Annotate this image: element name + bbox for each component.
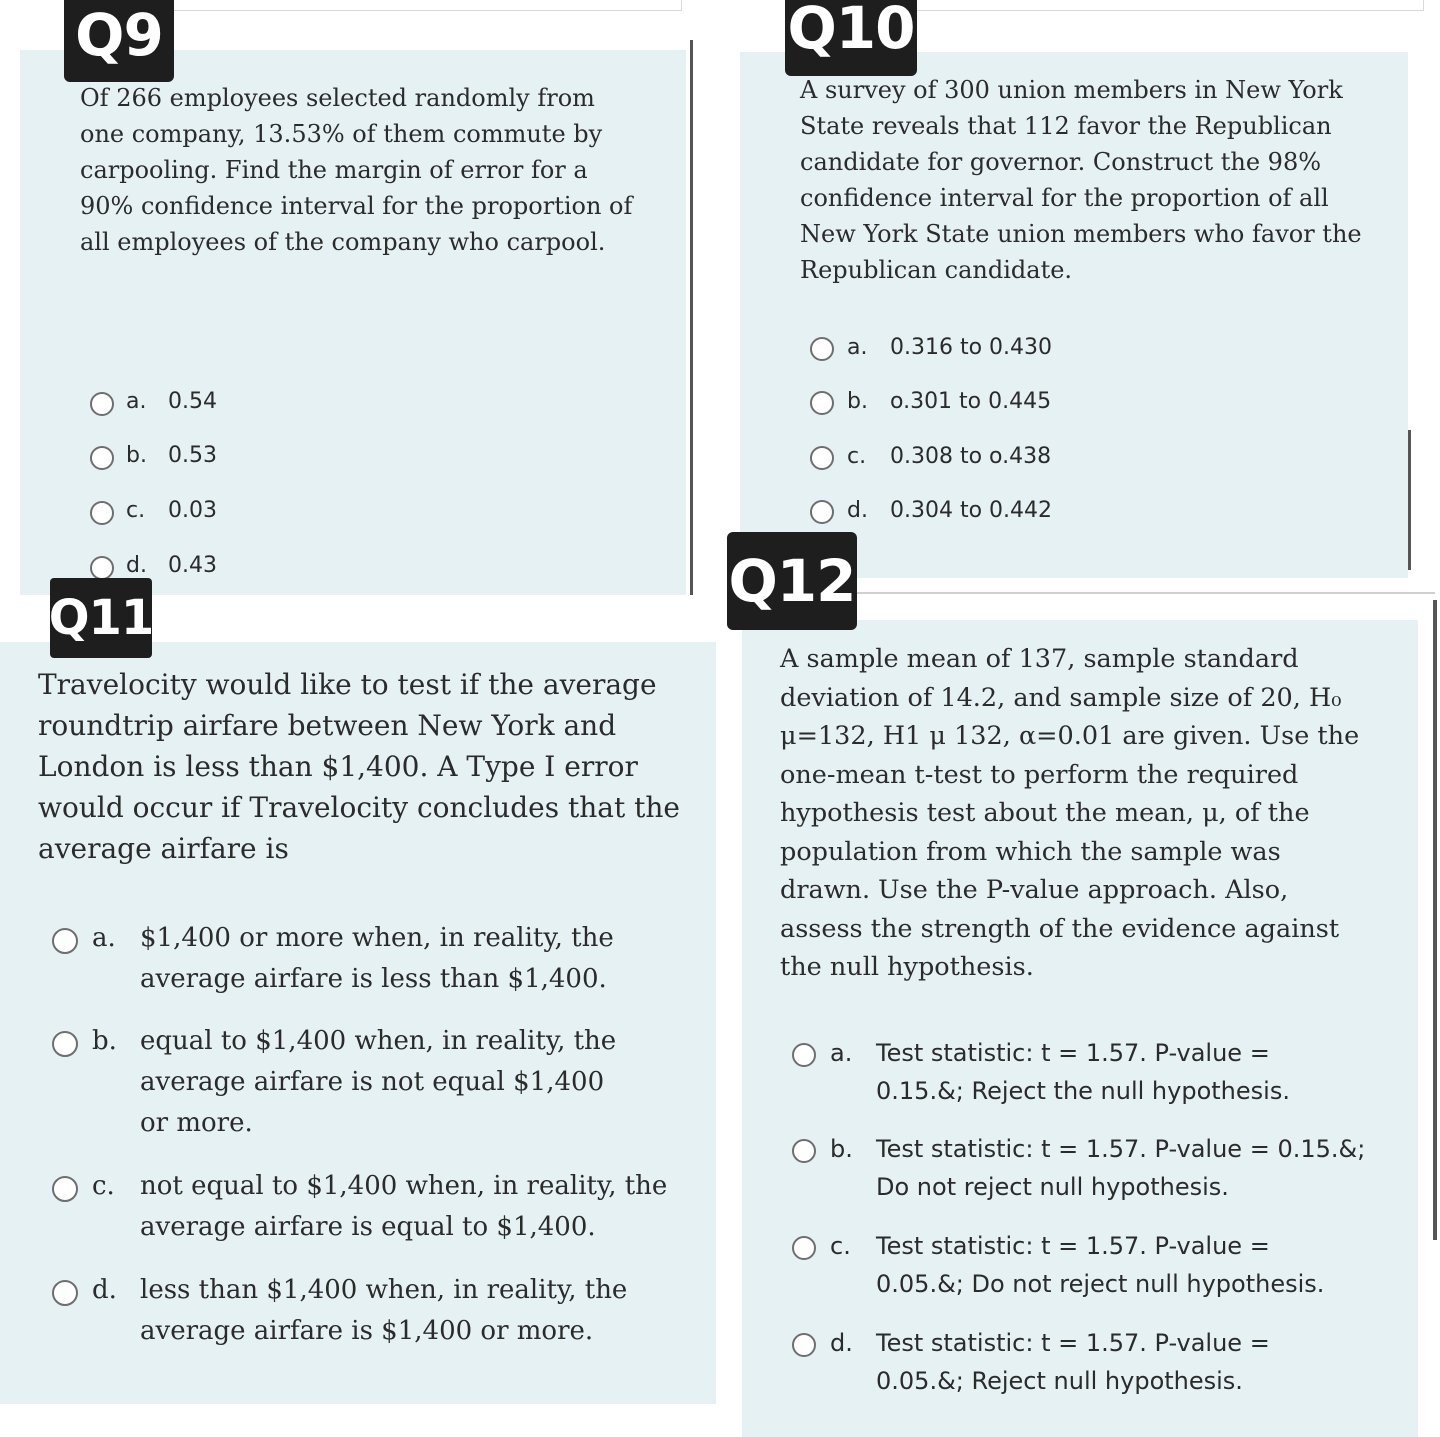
radio-icon[interactable]	[810, 500, 834, 524]
q11-option-b-letter: b.	[92, 1026, 117, 1056]
q11-option-d[interactable]	[52, 1270, 640, 1352]
q9-option-c-letter: c.	[126, 498, 146, 523]
q10-option-a-text: 0.316 to 0.430	[890, 335, 1053, 360]
q9-option-a-letter: a.	[126, 389, 147, 414]
q12-top-frame	[855, 592, 1435, 594]
q10-option-d[interactable]	[810, 495, 1052, 527]
radio-icon[interactable]	[52, 1176, 78, 1202]
q12-option-a-text: Test statistic: t = 1.57. P-value = 0.15.&; Reject the null hypothesis.	[876, 1039, 1290, 1105]
q12-option-d-letter: d.	[830, 1329, 853, 1357]
q12-question: A sample mean of 137, sample standard deviation of 14.2, and sample size of 20, H₀ μ=132, H1 μ 132, α=0.01 are given. Use the one-mean t-test to perform the required hypothesis test about the mean, μ, of the population from which the sample was drawn. Use the P-value approach. Also, assess the strength of the evidence against the null hypothesis.	[780, 644, 1360, 982]
q12-option-c-letter: c.	[830, 1232, 851, 1260]
q10-option-d-text: 0.304 to 0.442	[890, 498, 1053, 523]
q9-option-c[interactable]	[90, 494, 217, 528]
radio-icon[interactable]	[90, 446, 114, 470]
q11-option-c-letter: c.	[92, 1171, 115, 1201]
q12-option-a[interactable]	[792, 1034, 1356, 1110]
q12-option-c[interactable]	[792, 1227, 1356, 1303]
q10-option-c[interactable]	[810, 441, 1051, 473]
q9-option-a-text: 0.54	[168, 389, 217, 414]
q11-option-c-text: not equal to $1,400 when, in reality, the average airfare is equal to $1,400.	[140, 1171, 668, 1242]
q10-question: A survey of 300 union members in New York State reveals that 112 favor the Republican candidate for governor. Construct the 98% confidence interval for the proportion of all New York State union members who favor the Republican candidate.	[800, 76, 1362, 284]
q11-question: Travelocity would like to test if the average roundtrip airfare between New York and London is less than $1,400. A Type I error would occur if Travelocity concludes that the average airfare is	[38, 668, 680, 865]
radio-icon[interactable]	[90, 392, 114, 416]
q11-option-b-text: equal to $1,400 when, in reality, the average airfare is not equal $1,400 or more.	[140, 1026, 617, 1138]
radio-icon[interactable]	[52, 1280, 78, 1306]
radio-icon[interactable]	[792, 1333, 816, 1357]
radio-icon[interactable]	[792, 1043, 816, 1067]
q12-option-b-letter: b.	[830, 1135, 853, 1163]
q11-option-b[interactable]	[52, 1021, 630, 1144]
q9-badge: Q9	[64, 0, 174, 82]
q10-option-b-letter: b.	[847, 389, 868, 414]
q9-divider	[690, 40, 693, 595]
q11-option-d-letter: d.	[92, 1275, 117, 1305]
q9-option-d-text: 0.43	[168, 553, 217, 578]
q11-badge: Q11	[50, 578, 152, 658]
q9-option-d-letter: d.	[126, 553, 147, 578]
radio-icon[interactable]	[810, 337, 834, 361]
q12-option-d[interactable]	[792, 1324, 1356, 1400]
radio-icon[interactable]	[792, 1236, 816, 1260]
q10-option-c-letter: c.	[847, 444, 867, 469]
q9-option-c-text: 0.03	[168, 498, 217, 523]
q9-question: Of 266 employees selected randomly from one company, 13.53% of them commute by carpooling. Find the margin of error for a 90% confidence interval for the proportion of all employees of the company who carpool.	[80, 84, 633, 256]
q9-option-b-text: 0.53	[168, 443, 217, 468]
q12-option-b-text: Test statistic: t = 1.57. P-value = 0.15.&; Do not reject null hypothesis.	[876, 1135, 1366, 1201]
q12-divider	[1433, 600, 1437, 1240]
radio-icon[interactable]	[90, 556, 114, 580]
q10-option-d-letter: d.	[847, 498, 868, 523]
q10-divider	[1408, 430, 1411, 570]
q10-option-b[interactable]	[810, 386, 1051, 418]
q9-top-frame	[150, 0, 682, 11]
q9-option-b[interactable]	[90, 439, 217, 473]
q11-option-c[interactable]	[52, 1166, 670, 1248]
q10-option-a[interactable]	[810, 332, 1052, 364]
radio-icon[interactable]	[810, 391, 834, 415]
radio-icon[interactable]	[52, 1031, 78, 1057]
q12-option-b[interactable]	[792, 1130, 1386, 1206]
q10-option-a-letter: a.	[847, 335, 868, 360]
radio-icon[interactable]	[792, 1139, 816, 1163]
radio-icon[interactable]	[90, 501, 114, 525]
q10-top-frame	[900, 0, 1424, 11]
q9-option-b-letter: b.	[126, 443, 147, 468]
q12-badge: Q12	[727, 532, 857, 630]
q12-option-a-letter: a.	[830, 1039, 853, 1067]
q11-option-d-text: less than $1,400 when, in reality, the average airfare is $1,400 or more.	[140, 1275, 628, 1346]
q10-option-b-text: o.301 to 0.445	[890, 389, 1052, 414]
q10-option-c-text: 0.308 to o.438	[890, 444, 1052, 469]
q11-option-a-text: $1,400 or more when, in reality, the average airfare is less than $1,400.	[140, 923, 614, 994]
q12-option-c-text: Test statistic: t = 1.57. P-value = 0.05.&; Do not reject null hypothesis.	[876, 1232, 1325, 1298]
q10-badge: Q10	[785, 0, 917, 76]
radio-icon[interactable]	[810, 446, 834, 470]
q11-option-a-letter: a.	[92, 923, 116, 953]
q11-option-a[interactable]	[52, 918, 630, 1000]
q12-option-d-text: Test statistic: t = 1.57. P-value = 0.05.&; Reject null hypothesis.	[876, 1329, 1270, 1395]
radio-icon[interactable]	[52, 928, 78, 954]
q9-option-a[interactable]	[90, 385, 217, 419]
